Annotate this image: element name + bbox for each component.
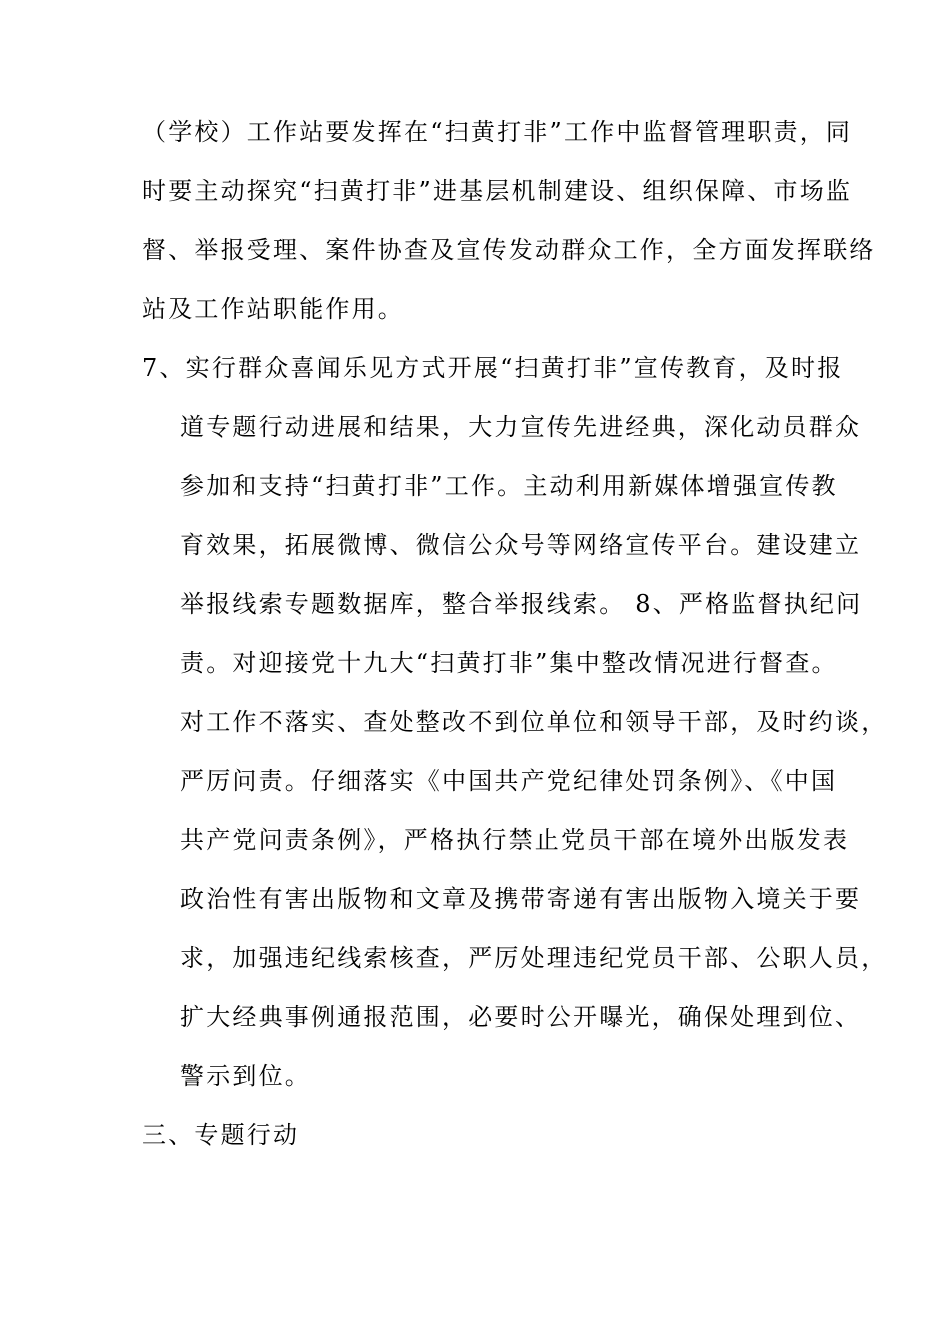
paragraph-line: （学校）工作站要发挥在“扫黄打非”工作中监督管理职责，同 (142, 118, 853, 146)
section-heading: 三、专题行动 (142, 1121, 300, 1149)
numbered-item-7: 7、实行群众喜闻乐见方式开展“扫黄打非”宣传教育，及时报 (142, 354, 844, 382)
paragraph-line: 扩大经典事例通报范围，必要时公开曝光，确保处理到位、 (180, 1003, 862, 1031)
paragraph-line: 共产党问责条例》，严格执行禁止党员干部在境外出版发表 (180, 826, 850, 854)
paragraph-line: 站及工作站职能作用。 (142, 295, 404, 323)
paragraph-line: 警示到位。 (180, 1062, 311, 1090)
paragraph-line: 育效果，拓展微博、微信公众号等网络宣传平台。建设建立 (180, 531, 862, 559)
paragraph-line: 求，加强违纪线索核查，严厉处理违纪党员干部、公职人员， (180, 944, 888, 972)
paragraph-line: 严厉问责。仔细落实《中国共产党纪律处罚条例》、《中国 (180, 767, 838, 795)
paragraph-line: 时要主动探究“扫黄打非”进基层机制建设、组织保障、市场监 (142, 177, 853, 205)
paragraph-line: 责。对迎接党十九大“扫黄打非”集中整改情况进行督查。 (180, 649, 838, 677)
paragraph-line: 政治性有害出版物和文章及携带寄递有害出版物入境关于要 (180, 885, 862, 913)
paragraph-line: 对工作不落实、查处整改不到位单位和领导干部，及时约谈， (180, 708, 888, 736)
paragraph-line: 参加和支持“扫黄打非”工作。主动利用新媒体增强宣传教 (180, 472, 838, 500)
paragraph-line: 举报线索专题数据库，整合举报线索。 8、严格监督执纪问 (180, 590, 863, 618)
paragraph-line: 道专题行动进展和结果，大力宣传先进经典，深化动员群众 (180, 413, 862, 441)
paragraph-line: 督、举报受理、案件协查及宣传发动群众工作，全方面发挥联络 (142, 236, 876, 264)
